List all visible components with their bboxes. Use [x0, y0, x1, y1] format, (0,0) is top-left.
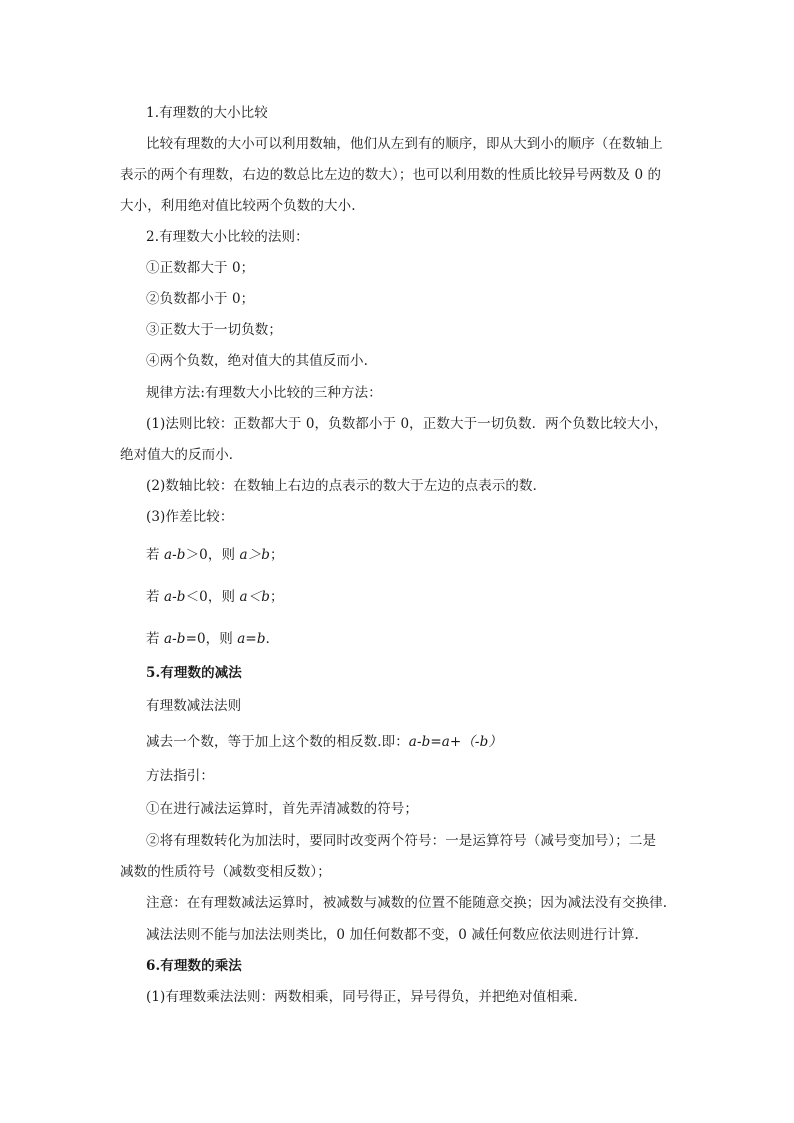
- diff-case-zero: [146, 630, 279, 648]
- diff-condition: ＜0，则: [185, 589, 240, 605]
- diff-expression: a-b: [164, 631, 186, 647]
- diff-condition: =0，则: [185, 631, 238, 647]
- diff-prefix: 若: [146, 547, 164, 563]
- diff-expression: a-b: [164, 547, 186, 563]
- note-line1: 注意：在有理数减法运算时，被减数与减数的位置不能随意交换；因为减法没有交换律.: [146, 895, 668, 911]
- diff-end: ；: [269, 547, 284, 563]
- diff-case-negative: [146, 588, 284, 606]
- subtraction-rule-expression: a-b=a+: [408, 734, 462, 750]
- guide-item-1: ①在进行减法运算时，首先弄清减数的符号；: [146, 801, 418, 817]
- section1-paragraph-line1: 比较有理数的大小可以利用数轴，他们从左到有的顺序，即从大到小的顺序（在数轴上: [146, 136, 663, 152]
- section5-heading: 5.有理数的减法: [146, 665, 242, 681]
- method1-line2: 绝对值大的反而小．: [120, 447, 243, 463]
- diff-prefix: 若: [146, 589, 164, 605]
- subtraction-rule-title: 有理数减法法则: [146, 698, 242, 714]
- method2: (2)数轴比较：在数轴上右边的点表示的数大于左边的点表示的数．: [146, 478, 547, 494]
- section2-heading: 2.有理数大小比较的法则：: [146, 229, 309, 245]
- guide-item-2-line1: ②将有理数转化为加法时，要同时改变两个符号：一是运算符号（减号变加号）；二是: [146, 833, 657, 849]
- method3: (3)作差比较：: [146, 509, 234, 525]
- guide-item-2-line2: 减数的性质符号（减数变相反数）；: [120, 864, 331, 880]
- rule-item: ①正数都大于 0；: [146, 260, 255, 276]
- section1-heading: 1.有理数的大小比较: [146, 105, 268, 121]
- rule-item: ④两个负数，绝对值大的其值反而小.: [146, 353, 368, 369]
- subtraction-rule-tail: （-b）: [461, 734, 502, 750]
- section6-heading: 6.有理数的乘法: [146, 958, 242, 974]
- method1-line1: (1)法则比较：正数都大于 0，负数都小于 0，正数大于一切负数．两个负数比较大小，: [146, 416, 668, 432]
- guide-title: 方法指引：: [146, 768, 214, 784]
- multiplication-rule-1: (1)有理数乘法法则：两数相乘，同号得正，异号得负，并把绝对值相乘.: [146, 989, 578, 1005]
- diff-result: a＜b: [239, 589, 270, 605]
- rule-item: ②负数都小于 0；: [146, 291, 255, 307]
- diff-prefix: 若: [146, 631, 164, 647]
- subtraction-rule-text: 减去一个数，等于加上这个数的相反数.即：: [146, 734, 409, 750]
- note-line2: 减法法则不能与加法法则类比，0 加任何数都不变，0 减任何数应依法则进行计算.: [146, 927, 639, 943]
- diff-result: a=b: [237, 631, 266, 647]
- section1-paragraph-line3: 大小，利用绝对值比较两个负数的大小.: [120, 198, 356, 214]
- section1-paragraph-line2: 表示的两个有理数，右边的数总比左边的数大）；也可以利用数的性质比较异号两数及 0 的: [120, 167, 662, 183]
- subtraction-rule: [146, 733, 502, 751]
- diff-result: a＞b: [239, 547, 270, 563]
- rule-item: ③正数大于一切负数；: [146, 322, 282, 338]
- diff-expression: a-b: [164, 589, 186, 605]
- diff-end: ；: [269, 589, 284, 605]
- diff-condition: ＞0，则: [185, 547, 240, 563]
- diff-case-positive: [146, 546, 284, 564]
- diff-end: ．: [265, 631, 280, 647]
- method-title: 规律方法:有理数大小比较的三种方法：: [146, 385, 382, 401]
